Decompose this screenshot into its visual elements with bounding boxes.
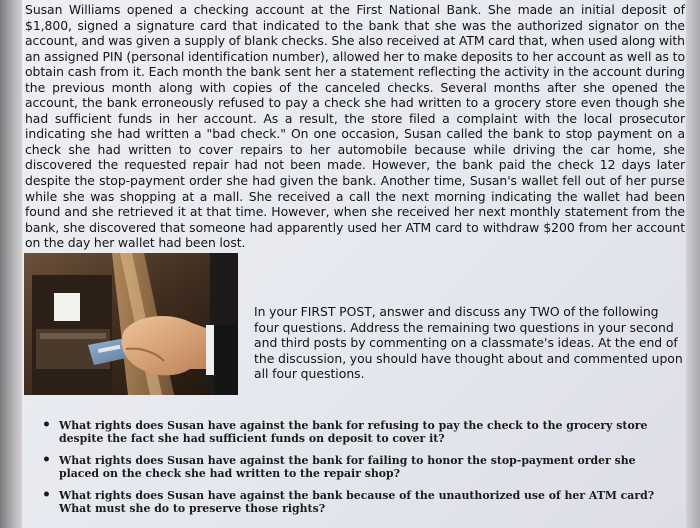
question-list [38,417,678,526]
right-border [686,0,700,528]
question-item [38,417,678,445]
case-scenario-text: Susan Williams opened a checking account at the First National Bank. She made an initial deposit of $1,800, signed a signature card that indicated to the bank that she was the authorized signator on the account, and was given a supply of blank checks. She also received at ATM card that, when used along with an assigned PIN (personal identification number), allowed her to make deposits to her account as well as to obtain cash from it. Each month the bank sent her a statement reflecting the activity in the account during the previous month along with copies of the canceled checks. Several months after she opened the account, the bank erroneously refused to pay a check she had written to a grocery store even though she had sufficient funds in her account. As a result, the store filed a complaint with the local prosecutor indicating she had written a "bad check." On one occasion, Susan called the bank to stop payment on a check she had written to cover repairs to her automobile because while driving the car home, she discovered the requested repair had not been made. However, the bank paid the check 12 days later despite the stop-payment order she had given the bank. Another time, Susan's wallet fell out of her purse while she was shopping at a mall. She received a call the next morning indicating the wallet had been found and she retrieved it at that time. However, when she received her next monthly statement from the bank, she discovered that someone had apparently used her ATM card to withdraw $200 from her account on the day her wallet had been lost. [25,2,685,251]
question-item [38,452,678,480]
atm-card-photo [24,253,238,395]
bullet-icon: • [42,487,51,504]
question-text: What rights does Susan have against the bank because of the unauthorized use of her ATM card? What must she do to preserve those rights? [59,489,655,515]
bullet-icon: • [42,417,51,433]
question-text: What rights does Susan have against the bank for refusing to pay the check to the grocery store despite the fact she had sufficient funds on deposit to cover it? [59,419,648,445]
question-text: What rights does Susan have against the bank for failing to honor the stop-payment order she placed on the check she had written to the repair shop? [59,454,636,480]
discussion-instructions: In your FIRST POST, answer and discuss any TWO of the following four questions. Address the remaining two questions in your second and third posts by commenting on a classmate's ideas. At the end of the discussion, you should have thought about and commented upon all four questions. [254,304,683,381]
left-border [0,0,22,528]
bullet-icon: • [42,452,51,469]
atm-illustration [24,253,238,395]
question-item [38,487,678,515]
